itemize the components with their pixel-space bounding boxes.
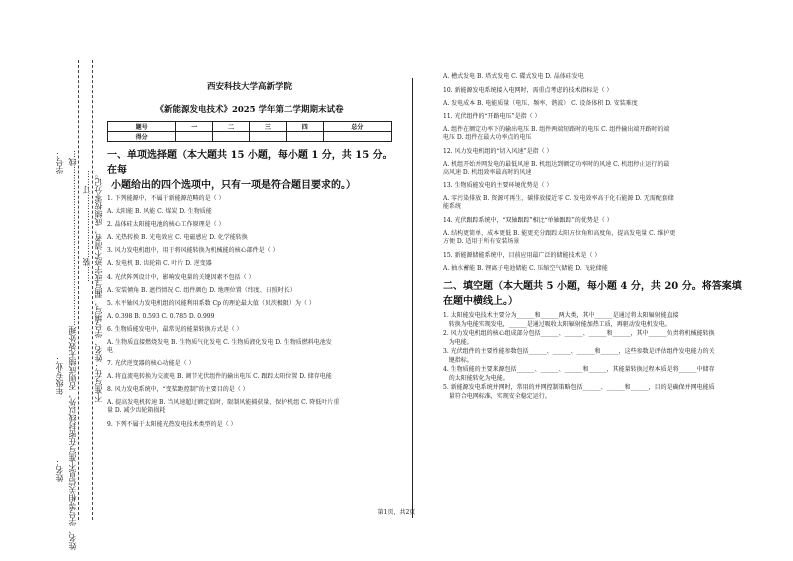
question-choices: A. 发电机 B. 齿轮箱 C. 叶片 D. 逆变器 bbox=[107, 260, 212, 268]
fill-question-line: 3. 光伏组件的主要性能参数包括______、______、______和______，这些参数是评估组件发电能力的关 bbox=[443, 347, 715, 355]
question-choices: A. 提高发电机转速 B. 当风速超过额定值时，限制风能捕获量，保护机组 C. 降低叶片重 bbox=[107, 399, 340, 407]
question-item bbox=[107, 300, 397, 321]
fill-question-line: 量符合电网标准，实现安全稳定运行。 bbox=[443, 392, 551, 400]
binding-major-label: 年级专业： bbox=[55, 355, 64, 395]
question-choices: A. 0.398 B. 0.593 C. 0.785 D. 0.999 bbox=[107, 312, 215, 320]
question-item bbox=[107, 247, 397, 268]
question-text: 6. 生物质能发电中，最常见的能量转换方式是（ ） bbox=[107, 325, 243, 333]
binding-warning-text: 不准写在：姓名、学号填写，漏写或字迹不清者，成绩按零分记。 bbox=[94, 170, 103, 402]
score-cell: 二 bbox=[213, 122, 250, 132]
question-text: 13. 生物质能发电的主要环境优势是（ ） bbox=[443, 182, 553, 190]
left-question-list bbox=[107, 195, 397, 429]
score-table bbox=[107, 121, 392, 142]
question-choices: A. 结构更简单，成本更低 B. 能更充分跟踪太阳方位角和高度角，提高发电量 C. 维护更 bbox=[443, 229, 676, 237]
question-item bbox=[107, 274, 397, 295]
question-text: 11. 光伏组件的“开路电压”是指（ ） bbox=[443, 113, 541, 121]
question-item bbox=[107, 386, 397, 415]
question-text: 5. 水平轴风力发电机组的风能利用系数 Cp 的理论最大值（贝茨极限）为（ ） bbox=[107, 299, 315, 307]
section1-title: 一、单项选择题（本大题共 15 小题，每小题 1 分，共 15 分。在每 bbox=[107, 150, 393, 176]
question-choices: A. 机组开始并网发电的最低风速 B. 机组达到额定功率时的风速 C. 机组停止运行的最 bbox=[443, 160, 670, 168]
section1-title-cont: 小题给出的四个选项中，只有一项是符合题目要求的。） bbox=[111, 180, 356, 191]
score-cell bbox=[213, 132, 250, 142]
fill-question-line: 4. 生物质能的主要来源包括______、______、______和______，其能量转换过程本质是将______中储存 bbox=[443, 365, 715, 373]
question-text: 2. 晶体硅太阳能电池的核心工作原理是（ ） bbox=[107, 221, 225, 229]
question-text: 12. 风力发电机组的“切入风速”是指（ ） bbox=[443, 147, 553, 155]
binding-student-id-label: 学号： bbox=[55, 150, 64, 174]
question-text: 7. 光伏逆变器的核心功能是（ ） bbox=[107, 360, 195, 368]
question-item bbox=[443, 217, 743, 246]
score-cell: 题号 bbox=[108, 122, 176, 132]
question-item bbox=[443, 73, 743, 81]
fill-question-line: 键指标。 bbox=[443, 356, 473, 364]
question-text: 14. 光伏跟踪系统中，“双轴跟踪”相比“单轴跟踪”的优势是（ ） bbox=[443, 216, 613, 224]
question-text: 3. 风力发电机组中，用于将风能转换为机械能的核心部件是（ ） bbox=[107, 247, 279, 255]
question-item bbox=[107, 326, 397, 355]
question-choices: A. 发电成本 B. 电能质量（电压、频率、谐波） C. 设备体积 D. 安装难度 bbox=[443, 99, 638, 107]
question-choices: A. 光热转换 B. 光电效应 C. 电磁感应 D. 化学能转换 bbox=[107, 234, 248, 242]
fill-question-line: 5. 新能源发电系统并网时，常用的并网控制策略包括______、______和______，目的是确保并网电能质 bbox=[443, 383, 715, 391]
question-text: 8. 风力发电系统中，“变桨距控制”的主要目的是（ ） bbox=[107, 386, 249, 394]
fill-question-line: 1. 太阳能发电技术主要分为______和______两大类，其中______是通过将太阳辐射能直接 bbox=[443, 311, 679, 319]
score-table-header-row bbox=[108, 122, 392, 132]
fill-question-line: 的太阳能转化为电能。 bbox=[443, 374, 509, 382]
score-cell bbox=[286, 132, 323, 142]
question-item bbox=[443, 148, 743, 177]
fill-question-line: 2. 风力发电机组的核心组成部分包括______、______、______和______，其中______负责将机械能转换 bbox=[443, 329, 715, 337]
school-name: 西安科技大学高新学院 bbox=[206, 82, 292, 92]
question-item bbox=[107, 421, 397, 429]
question-item bbox=[443, 182, 743, 211]
page-footer: 第1页，共2页 bbox=[377, 509, 416, 516]
question-choices: A. 组件在额定功率下的输出电压 B. 组件两端短路时的电压 C. 组件输出端开路时的端 bbox=[443, 126, 670, 134]
question-choices: A. 生物质直接燃烧发电 B. 生物质气化发电 C. 生物质液化发电 D. 生物质燃料电池发 bbox=[107, 338, 332, 346]
question-text: 9. 下列不属于太阳能光热发电技术类型的是（ ） bbox=[107, 420, 237, 428]
score-cell: 四 bbox=[286, 122, 323, 132]
question-item bbox=[443, 252, 743, 273]
fill-question-list bbox=[443, 311, 743, 401]
binding-name-label: 姓名： bbox=[55, 458, 64, 482]
seal-line bbox=[78, 60, 79, 520]
score-cell bbox=[323, 132, 391, 142]
question-text: 15. 新能源储能系统中，目前应用最广泛的储能技术是（ ） bbox=[443, 251, 601, 259]
question-choices: 方便 D. 适用于所有安装场景 bbox=[443, 237, 520, 245]
question-choices: A. 将直流电转换为交流电 B. 调节光伏组件的输出电压 C. 跟踪太阳位置 D. 储存电能 bbox=[107, 373, 332, 381]
question-item bbox=[443, 87, 743, 108]
binding-seal-text: ……装……………………订…… bbox=[82, 170, 91, 282]
question-choices: 量 D. 减少齿轮箱损耗 bbox=[107, 407, 166, 415]
question-choices: A. 零污染排放 B. 资源可再生，碳排放接近零 C. 发电效率高于化石能源 D. 无需配套储 bbox=[443, 195, 674, 203]
question-item bbox=[107, 195, 397, 216]
question-choices: 能系统 bbox=[443, 203, 462, 211]
question-text: 1. 下列能源中，不属于新能源范畴的是（ ） bbox=[107, 195, 225, 202]
binding-notice-text: 姓名、学号等相关信息不准写在密封线以外，否则成绩无效处理……………………………………………………线… bbox=[68, 150, 77, 550]
fill-question-line: 转换为电能实现发电，______是通过吸收太阳辐射能加热工质，再驱动发电机发电。 bbox=[443, 320, 671, 328]
score-table-score-row bbox=[108, 132, 392, 142]
fill-question-line: 为电能。 bbox=[443, 338, 473, 346]
seal-line-inner bbox=[92, 60, 93, 520]
question-choices: A. 安装倾角 B. 遮挡情况 C. 组件颜色 D. 地理位置（纬度、日照时长） bbox=[107, 286, 296, 294]
question-item bbox=[107, 360, 397, 381]
column-divider bbox=[412, 78, 413, 518]
score-cell bbox=[176, 132, 213, 142]
score-cell: 三 bbox=[249, 122, 286, 132]
question-choices: 电 bbox=[107, 346, 114, 354]
score-cell bbox=[249, 132, 286, 142]
question-item bbox=[107, 221, 397, 242]
question-item bbox=[443, 113, 743, 142]
right-column bbox=[443, 73, 743, 401]
question-choices: 电压 D. 组件在最大功率点的电压 bbox=[443, 134, 532, 142]
exam-title: 《新能源发电技术》2025 学年第二学期期末试卷 bbox=[155, 105, 344, 115]
left-column bbox=[107, 80, 397, 434]
right-question-list bbox=[443, 73, 743, 273]
question-choices: 高风速 D. 机组效率最高时的风速 bbox=[443, 168, 532, 176]
score-cell: 得分 bbox=[108, 132, 176, 142]
question-choices: A. 太阳能 B. 风能 C. 煤炭 D. 生物质能 bbox=[107, 208, 212, 215]
question-choices: A. 抽水蓄能 B. 锂离子电池储能 C. 压缩空气储能 D. 飞轮储能 bbox=[443, 264, 608, 272]
section2-title: 二、填空题（本大题共 5 小题，每小题 4 分，共 20 分。将答案填 bbox=[443, 280, 742, 292]
question-text: 4. 光伏阵列设计中，影响发电量的关键因素不包括（ ） bbox=[107, 273, 255, 281]
score-cell: 总分 bbox=[323, 122, 391, 132]
score-cell: 一 bbox=[176, 122, 213, 132]
question-choices: A. 槽式发电 B. 塔式发电 C. 碟式发电 D. 晶体硅发电 bbox=[443, 73, 584, 80]
section2-title-cont: 在题中横线上。） bbox=[443, 295, 518, 307]
question-text: 10. 新能源发电系统接入电网时，需重点考虑的技术指标是（ ） bbox=[443, 86, 613, 94]
